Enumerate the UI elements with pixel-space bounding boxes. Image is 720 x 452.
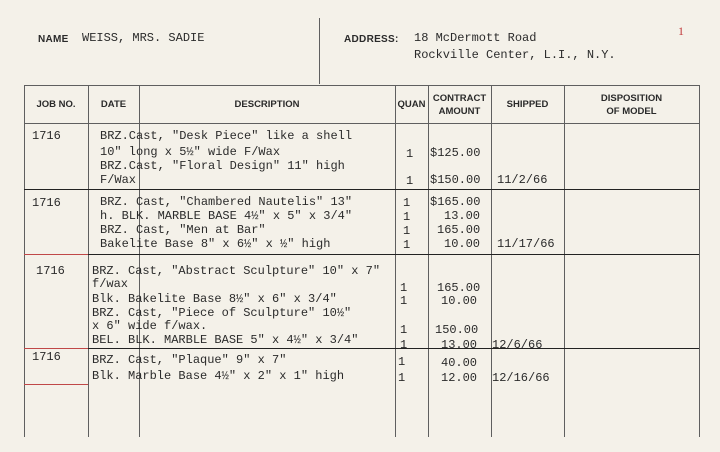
description-line: Blk. Marble Base 4½" x 2" x 1" high	[92, 369, 345, 383]
table-top-border	[24, 85, 699, 86]
col-border-job	[88, 85, 89, 437]
quantity: 1	[403, 224, 411, 238]
name-label: NAME	[38, 34, 69, 45]
name-value: WEISS, MRS. SADIE	[82, 31, 205, 45]
job-number: 1716	[32, 350, 61, 364]
col-border-right	[699, 85, 700, 437]
quantity: 1	[400, 294, 408, 308]
col-header-shipped: SHIPPED	[506, 99, 549, 110]
description-line: BRZ. Cast, "Chambered Nautelis" 13"	[100, 195, 353, 209]
quantity: 1	[400, 338, 408, 352]
description-line: BRZ. Cast, "Plaque" 9" x 7"	[92, 353, 287, 367]
description-line: f/wax	[92, 277, 129, 291]
quantity: 1	[398, 371, 406, 385]
row-separator-red	[24, 348, 88, 349]
quantity: 1	[403, 196, 411, 210]
row-separator-red	[24, 384, 88, 385]
col-header-job-no: JOB NO.	[36, 99, 76, 110]
description-line: BRZ. Cast, "Piece of Sculpture" 10½"	[92, 306, 352, 320]
amount: 40.00	[441, 356, 478, 370]
col-header-date: DATE	[100, 99, 127, 110]
description-line: 10" long x 5½" wide F/Wax	[100, 145, 281, 159]
amount: 150.00	[435, 323, 479, 337]
quantity: 1	[400, 323, 408, 337]
amount: 165.00	[437, 281, 481, 295]
shipped-date: 11/2/66	[497, 173, 548, 187]
quantity: 1	[403, 238, 411, 252]
description-line: Bakelite Base 8" x 6½" x ½" high	[100, 237, 331, 251]
address-line-1: 18 McDermott Road	[414, 31, 537, 45]
col-header-quan: QUAN	[397, 99, 426, 110]
quantity: 1	[400, 281, 408, 295]
shipped-date: 11/17/66	[497, 237, 555, 251]
shipped-date: 12/6/66	[492, 338, 543, 352]
col-border-shipped	[564, 85, 565, 437]
description-line: x 6" wide f/wax.	[92, 319, 208, 333]
col-header-disposition	[564, 92, 699, 118]
description-line: BRZ. Cast, "Men at Bar"	[100, 223, 266, 237]
description-line: BRZ. Cast, "Abstract Sculpture" 10" x 7"	[92, 264, 381, 278]
job-number: 1716	[36, 264, 65, 278]
description-line: BRZ.Cast, "Desk Piece" like a shell	[100, 129, 353, 143]
row-separator-red	[24, 254, 88, 255]
description-line: Blk. Bakelite Base 8½" x 6" x 3/4"	[92, 292, 337, 306]
col-border-quan	[428, 85, 429, 437]
col-header-contract: CONTRACT	[432, 93, 487, 104]
card-number: 1	[678, 24, 684, 38]
amount: 165.00	[437, 223, 481, 237]
amount: $165.00	[430, 195, 481, 209]
col-header-description: DESCRIPTION	[234, 99, 300, 110]
col-header-disposition-line2: OF MODEL	[606, 106, 657, 117]
header-bottom-border	[24, 123, 699, 124]
amount: 12.00	[441, 371, 478, 385]
row-separator	[88, 348, 699, 349]
shipped-date: 12/16/66	[492, 371, 550, 385]
col-header-disposition-line1: DISPOSITION	[600, 93, 663, 104]
col-header-amount: AMOUNT	[438, 106, 481, 117]
amount: $125.00	[430, 146, 481, 160]
description-line: h. BLK. MARBLE BASE 4½" x 5" x 3/4"	[100, 209, 353, 223]
amount: 13.00	[444, 209, 481, 223]
quantity: 1	[406, 147, 414, 161]
amount: 10.00	[441, 294, 478, 308]
amount: 10.00	[444, 237, 481, 251]
address-line-2: Rockville Center, L.I., N.Y.	[414, 48, 616, 62]
job-number: 1716	[32, 196, 61, 210]
col-border-desc	[395, 85, 396, 437]
amount: $150.00	[430, 173, 481, 187]
quantity: 1	[398, 355, 406, 369]
job-number: 1716	[32, 129, 61, 143]
row-separator	[24, 189, 699, 190]
header-divider	[319, 18, 320, 84]
quantity: 1	[406, 174, 414, 188]
description-line: F/Wax	[100, 173, 137, 187]
description-line: BEL. BLK. MARBLE BASE 5" x 4½" x 3/4"	[92, 333, 359, 347]
amount: 13.00	[441, 338, 478, 352]
row-separator	[24, 254, 699, 255]
col-header-contract-amount	[428, 92, 491, 118]
address-label: ADDRESS:	[344, 34, 399, 45]
description-line: BRZ.Cast, "Floral Design" 11" high	[100, 159, 345, 173]
quantity: 1	[403, 210, 411, 224]
